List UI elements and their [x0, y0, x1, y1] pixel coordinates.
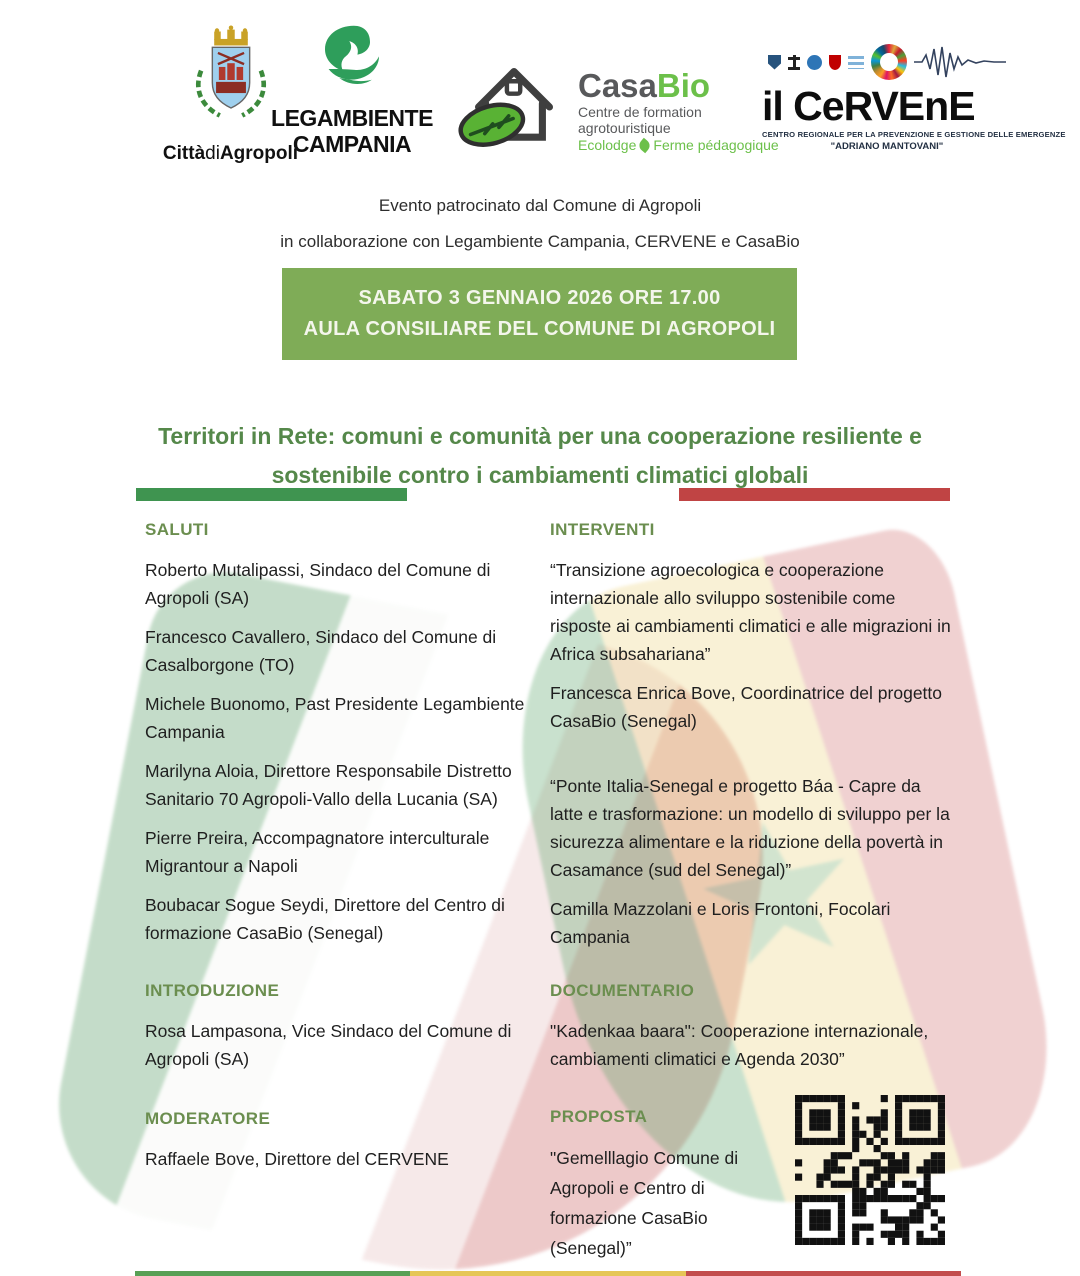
sdg-wheel-icon: [871, 44, 907, 80]
agropoli-word-di: di: [205, 143, 220, 164]
speaker-entry: Pierre Preira, Accompagnatore interculturale Migrantour a Napoli: [145, 828, 490, 876]
section-documentario: [550, 981, 954, 1073]
logos-row: [0, 0, 1080, 180]
section-interventi: [550, 520, 954, 951]
speaker-entry: Marilyna Aloia, Direttore Responsabile Distretto Sanitario 70 Agropoli-Vallo della Lucania (SA): [145, 761, 512, 809]
speaker-entry: Francesco Cavallero, Sindaco del Comune di Casalborgone (TO): [145, 627, 497, 675]
speaker-entry: Camilla Mazzolani e Loris Frontoni, Focolari Campania: [550, 899, 891, 947]
casabio-house-leaf-icon: [456, 52, 572, 154]
section-heading-introduzione: INTRODUZIONE: [145, 981, 280, 1000]
patronage-line2: in collaborazione con Legambiente Campania, CERVENE e CasaBio: [280, 232, 800, 251]
casabio-word-bio: Bio: [656, 67, 711, 104]
banner-date: SABATO 3 GENNAIO 2026 ORE 17.00: [358, 287, 721, 309]
band-red-bar: [686, 1271, 961, 1276]
divider-green-bar: [136, 488, 407, 501]
cervene-wordmark: il CeRVEnE: [762, 83, 975, 129]
casabio-word-casa: Casa: [578, 67, 657, 104]
logo-legambiente-campania: [262, 22, 442, 157]
legambiente-swan-icon: [316, 22, 388, 98]
section-heading-moderatore: MODERATORE: [145, 1109, 271, 1128]
event-title: Territori in Rete: comuni e comunità per una cooperazione resiliente e sostenibile contro i cambiamenti climatici globali: [158, 423, 922, 489]
cervene-partner-icons: [768, 42, 1067, 82]
cervene-subtitle: CENTRO REGIONALE PER LA PREVENZIONE E GESTIONE DELLE EMERGENZE: [762, 130, 1066, 139]
seismograph-icon: [914, 44, 1006, 80]
section-introduzione: [145, 981, 530, 1073]
talk-title: “Ponte Italia-Senegal e progetto Báa - Capre da latte e trasformazione: un modello di sviluppo per la sicurezza alimentare e la riduzione della povertà in Casamance (sud del Senegal)”: [550, 776, 950, 880]
talk-title: “Transizione agroecologica e cooperazione internazionale allo sviluppo sostenibile come risposte ai cambiamenti climatici e alle migrazioni in Africa subsahariana”: [550, 560, 951, 664]
divider-red-bar: [679, 488, 950, 501]
tricolor-divider: [136, 488, 950, 501]
cervene-name: "ADRIANO MANTOVANI": [830, 141, 944, 152]
legambiente-wordmark: [262, 105, 442, 157]
logo-casabio: [456, 52, 786, 154]
speaker-entry: Rosa Lampasona, Vice Sindaco del Comune di Agropoli (SA): [145, 1021, 512, 1069]
documentary-title: "Kadenkaa baara": Cooperazione internazionale, cambiamenti climatici e Agenda 2030”: [550, 1021, 929, 1069]
band-green-bar: [135, 1271, 410, 1276]
legambiente-line2: CAMPANIA: [292, 131, 412, 157]
divider-white-bar: [407, 488, 678, 501]
band-yellow-bar: [410, 1271, 685, 1276]
leaf-icon: [637, 137, 652, 152]
agropoli-word-citta: Città: [162, 143, 206, 164]
speaker-entry: Michele Buonomo, Past Presidente Legambiente Campania: [145, 694, 525, 742]
qr-code: [795, 1095, 945, 1245]
section-heading-documentario: DOCUMENTARIO: [550, 981, 695, 1000]
partner-globe-icon: [807, 55, 822, 70]
banner-venue: AULA CONSILIARE DEL COMUNE DI AGROPOLI: [303, 318, 776, 340]
section-moderatore: [145, 1109, 530, 1173]
left-column: [145, 520, 530, 1184]
partner-shield-icon: [768, 55, 781, 70]
agropoli-word-agropoli: Agropoli: [219, 143, 299, 164]
section-heading-proposta: PROPOSTA: [550, 1107, 648, 1126]
patronage-line1: Evento patrocinato dal Comune di Agropoli: [378, 196, 702, 215]
section-heading-interventi: INTERVENTI: [550, 520, 655, 539]
partner-crest-icon: [829, 55, 841, 70]
speaker-entry: Francesca Enrica Bove, Coordinatrice del progetto CasaBio (Senegal): [550, 683, 943, 731]
partner-wave-icon: [848, 56, 864, 69]
speaker-entry: Boubacar Sogue Seydi, Direttore del Centro di formazione CasaBio (Senegal): [145, 895, 505, 943]
partner-mark-icon: [788, 55, 800, 70]
casabio-tagline-ecolodge: Ecolodge: [578, 137, 637, 153]
casabio-tagline: [578, 137, 786, 153]
casabio-subtitle: Centre de formation agrotouristique: [578, 104, 702, 136]
section-heading-saluti: SALUTI: [145, 520, 209, 539]
legambiente-line1: LEGAMBIENTE: [271, 105, 433, 131]
logo-cervene: [762, 42, 1067, 152]
section-saluti: [145, 520, 530, 947]
date-banner: [282, 268, 797, 360]
speaker-entry: Roberto Mutalipassi, Sindaco del Comune di Agropoli (SA): [145, 560, 491, 608]
proposal-text: "Gemelllagio Comune di Agropoli e Centro di formazione CasaBio (Senegal)”: [550, 1148, 739, 1258]
speaker-entry: Raffaele Bove, Direttore del CERVENE: [145, 1149, 449, 1169]
senegal-band: [135, 1271, 961, 1276]
casabio-tagline-ferme: Ferme pédagogique: [653, 137, 779, 153]
